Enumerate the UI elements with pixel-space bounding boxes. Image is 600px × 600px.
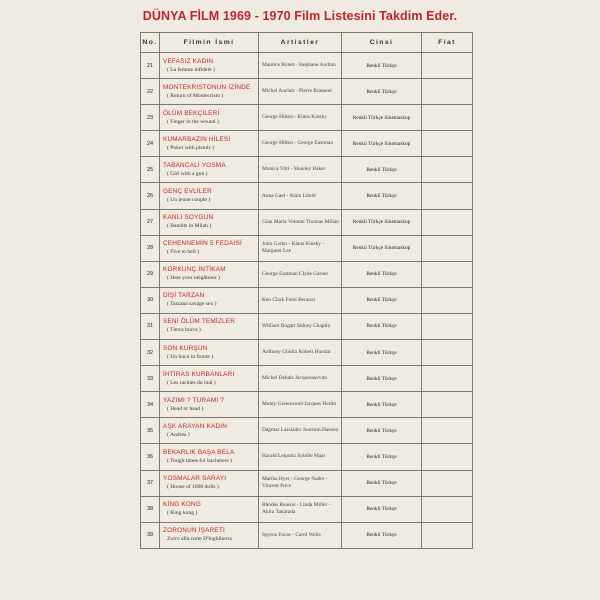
film-number: 29 — [141, 261, 160, 287]
film-price — [422, 522, 473, 548]
table-row — [141, 157, 473, 183]
film-price — [422, 444, 473, 470]
film-artists: Maurice Ronet - Stephane Audran — [259, 53, 342, 79]
film-title: GENÇ EVLİLER — [163, 188, 212, 196]
film-genre: Renkli Türkçe — [342, 444, 422, 470]
table-row — [141, 313, 473, 339]
film-artists: Monica Vitti - Shauley Baker — [259, 157, 342, 183]
film-price — [422, 79, 473, 105]
table-header-row — [141, 33, 473, 53]
film-original-title: ( Tarzana savage sex ) — [167, 301, 217, 308]
film-title: KİNG KONG — [163, 501, 202, 509]
film-cell — [160, 105, 259, 131]
table-row — [141, 287, 473, 313]
film-price — [422, 105, 473, 131]
film-price — [422, 392, 473, 418]
film-price — [422, 157, 473, 183]
table-row — [141, 53, 473, 79]
film-genre: Renkli Türkçe — [342, 313, 422, 339]
film-number: 21 — [141, 53, 160, 79]
table-row — [141, 366, 473, 392]
film-cell — [160, 522, 259, 548]
film-cell — [160, 209, 259, 235]
film-artists: John Garko - Klaus Kinsky - Margaret Lee — [259, 235, 342, 261]
film-cell — [160, 183, 259, 209]
header-genre: Cinsi — [342, 33, 422, 53]
film-price — [422, 261, 473, 287]
header-artists: Artistler — [259, 33, 342, 53]
film-price — [422, 287, 473, 313]
table-row — [141, 470, 473, 496]
film-genre: Renkli Türkçe — [342, 418, 422, 444]
film-number: 36 — [141, 444, 160, 470]
film-cell — [160, 79, 259, 105]
film-price — [422, 209, 473, 235]
film-genre: Renkli Türkçe Sinemaskop — [342, 209, 422, 235]
film-price — [422, 53, 473, 79]
table-row — [141, 183, 473, 209]
film-genre: Renkli Türkçe — [342, 340, 422, 366]
film-original-title: ( Poker with pistols ) — [167, 144, 214, 151]
film-cell — [160, 157, 259, 183]
film-artists: George Eastman Clyde Garner — [259, 261, 342, 287]
film-artists: Michel Auclair - Pierre Brasseur — [259, 79, 342, 105]
film-original-title: ( House of 1000 dolls ) — [167, 484, 219, 491]
film-title: SON KURŞUN — [163, 344, 208, 352]
film-original-title: Zorro alla corte D'Inghilterra — [167, 536, 232, 543]
film-original-title: ( Un buco in fronte ) — [167, 353, 214, 360]
film-artists: Anthony Ghidra Robert Hundar — [259, 340, 342, 366]
table-row — [141, 522, 473, 548]
film-cell — [160, 287, 259, 313]
company-name: DÜNYA FİLM — [142, 9, 220, 23]
film-genre: Renkli Türkçe Sinemaskop — [342, 235, 422, 261]
film-number: 33 — [141, 366, 160, 392]
film-artists: Rhodes Reason - Linda Miller - Akira Takarada — [259, 496, 342, 522]
film-genre: Renkli Türkçe — [342, 522, 422, 548]
film-price — [422, 470, 473, 496]
film-genre: Renkli Türkçe — [342, 392, 422, 418]
film-title: KUMARBAZIN HİLESİ — [163, 135, 231, 143]
film-number: 32 — [141, 340, 160, 366]
film-number: 25 — [141, 157, 160, 183]
film-title: KORKUNÇ İNTİKAM — [163, 266, 226, 274]
film-title: ZORONUN İŞARETİ — [163, 527, 225, 535]
header-price: Fiat — [422, 33, 473, 53]
film-title: YAZIMI ? TURAMI ? — [163, 396, 225, 404]
film-title: ÖLÜM BEKÇİLERİ — [163, 109, 220, 117]
film-original-title: ( Hate your neighbour ) — [167, 275, 220, 282]
film-title: DİŞİ TARZAN — [163, 292, 205, 300]
film-artists: William Bogart Sidney Chaplin — [259, 313, 342, 339]
film-title: VEFASIZ KADIN — [163, 57, 214, 65]
film-original-title: ( Andrea ) — [167, 431, 190, 438]
film-cell — [160, 261, 259, 287]
film-artists: Dagmar Lassiader Joachim Hansen — [259, 418, 342, 444]
table-row — [141, 340, 473, 366]
film-genre: Renkli Türkçe Sinemaskop — [342, 105, 422, 131]
title-tail: Film Listesini Takdim Eder. — [294, 9, 458, 23]
film-title: YOSMALAR SARAYI — [163, 475, 227, 483]
header-film: Filmin İsmi — [160, 33, 259, 53]
film-cell — [160, 392, 259, 418]
film-table — [140, 32, 473, 549]
film-title: AŞK ARAYAN KADIN — [163, 422, 228, 430]
film-price — [422, 340, 473, 366]
film-cell — [160, 366, 259, 392]
film-number: 35 — [141, 418, 160, 444]
film-number: 39 — [141, 522, 160, 548]
film-genre: Renkli Türkçe — [342, 79, 422, 105]
film-title: İHTİRAS KURBANLARI — [163, 370, 235, 378]
film-original-title: ( King kong ) — [167, 510, 198, 517]
film-original-title: ( Un jeune couple ) — [167, 197, 211, 204]
film-number: 34 — [141, 392, 160, 418]
film-artists: George Hilton - George Eastman — [259, 131, 342, 157]
film-original-title: ( Finger in the wound ) — [167, 118, 219, 125]
film-title: BEKARLIK BAŞA BELA — [163, 448, 235, 456]
film-cell — [160, 313, 259, 339]
film-genre: Renkli Türkçe — [342, 366, 422, 392]
film-artists: Gian Maria Volonte Thomas Milian — [259, 209, 342, 235]
film-genre: Renkli Türkçe — [342, 470, 422, 496]
table-row — [141, 131, 473, 157]
film-artists: Anna Gael - Alain Libolt — [259, 183, 342, 209]
table-row — [141, 209, 473, 235]
film-genre: Renkli Türkçe — [342, 287, 422, 313]
film-cell — [160, 131, 259, 157]
film-number: 38 — [141, 496, 160, 522]
film-price — [422, 313, 473, 339]
film-artists: Monty Greenwood Jacques Herlin — [259, 392, 342, 418]
film-original-title: ( Five to hell ) — [167, 249, 200, 256]
film-cell — [160, 444, 259, 470]
film-genre: Renkli Türkçe — [342, 157, 422, 183]
film-price — [422, 183, 473, 209]
film-genre: Renkli Türkçe — [342, 261, 422, 287]
film-title: TABANCALI YOSMA — [163, 161, 226, 169]
film-cell — [160, 340, 259, 366]
film-genre: Renkli Türkçe — [342, 183, 422, 209]
film-original-title: ( Head or head ) — [167, 405, 204, 412]
film-original-title: ( Girl with a gun ) — [167, 170, 208, 177]
film-title: MONTEKRISTONUN İZİNDE — [163, 83, 251, 91]
film-cell — [160, 496, 259, 522]
film-artists: Harald Leipnitz Sybille Maar — [259, 444, 342, 470]
film-price — [422, 418, 473, 444]
film-cell — [160, 235, 259, 261]
film-cell — [160, 53, 259, 79]
film-artists: Spyros Focas - Carol Wells — [259, 522, 342, 548]
film-artists: Michel Debals Jacquessavvun — [259, 366, 342, 392]
film-genre: Renkli Türkçe Sinemaskop — [342, 131, 422, 157]
film-number: 27 — [141, 209, 160, 235]
table-row — [141, 444, 473, 470]
header-no: No. — [141, 33, 160, 53]
film-original-title: ( Bandits in Milan ) — [167, 223, 212, 230]
film-title: CEHENNEMİN 5 FEDAİSİ — [163, 240, 242, 248]
film-number: 37 — [141, 470, 160, 496]
film-original-title: ( Return of Montecristo ) — [167, 92, 224, 99]
film-genre: Renkli Türkçe — [342, 496, 422, 522]
document-title — [0, 9, 600, 23]
table-row — [141, 496, 473, 522]
film-cell — [160, 418, 259, 444]
film-price — [422, 366, 473, 392]
table-row — [141, 235, 473, 261]
film-genre: Renkli Türkçe — [342, 53, 422, 79]
table-row — [141, 79, 473, 105]
film-artists: Ken Clark Femi Benussi — [259, 287, 342, 313]
table-row — [141, 418, 473, 444]
table-row — [141, 261, 473, 287]
film-title: KANLI SOYGUN — [163, 214, 214, 222]
film-original-title: ( Les racines du mal ) — [167, 379, 216, 386]
table-row — [141, 392, 473, 418]
season-years: 1969 - 1970 — [222, 9, 291, 23]
table-row — [141, 105, 473, 131]
film-number: 23 — [141, 105, 160, 131]
film-price — [422, 131, 473, 157]
film-price — [422, 235, 473, 261]
film-artists: Martha Hyer - George Nader - Vincent Price — [259, 470, 342, 496]
film-original-title: ( La femme infidele ) — [167, 66, 215, 73]
film-number: 26 — [141, 183, 160, 209]
film-artists: George Hilton - Klaus Kinsky — [259, 105, 342, 131]
film-number: 24 — [141, 131, 160, 157]
film-number: 31 — [141, 313, 160, 339]
film-number: 28 — [141, 235, 160, 261]
film-price — [422, 496, 473, 522]
film-title: SENİ ÖLÜM TEMİZLER — [163, 318, 236, 326]
film-number: 30 — [141, 287, 160, 313]
film-cell — [160, 470, 259, 496]
film-number: 22 — [141, 79, 160, 105]
film-original-title: ( Tough times for bachelors ) — [167, 457, 232, 464]
film-original-title: ( Tierra brava ) — [167, 327, 201, 334]
